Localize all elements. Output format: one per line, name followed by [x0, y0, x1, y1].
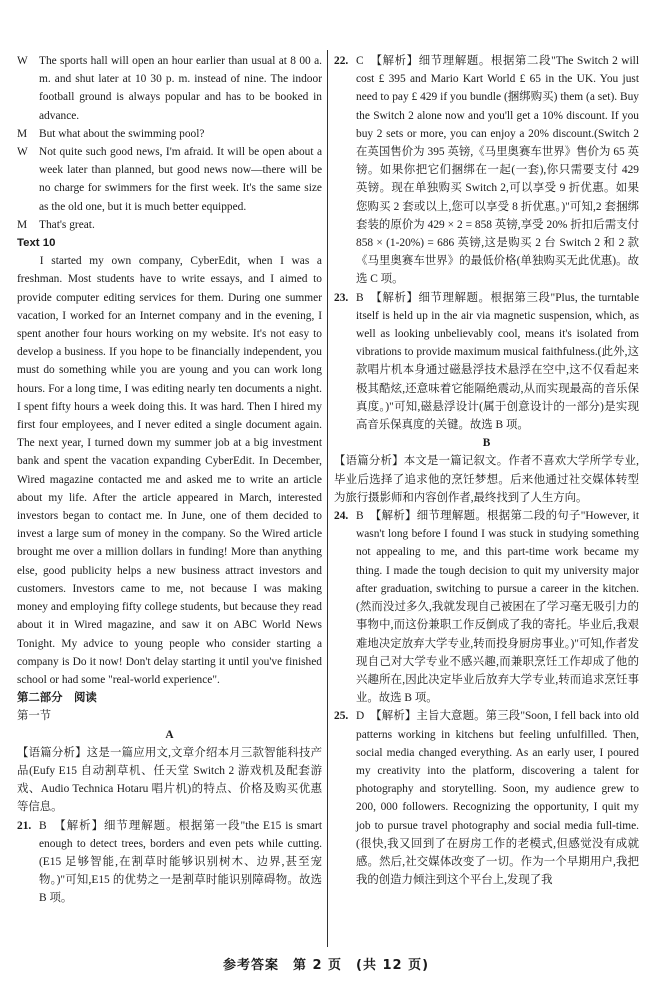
- question-22-answer: [334, 52, 639, 289]
- dialogue-text: The sports hall will open an hour earlier than usual at 8 00 a. m. and shut later at 10 30 p. m. instead of nine. The indoor football ground is always popular and has to be booked in advance.: [39, 55, 322, 122]
- text10-heading: Text 10: [17, 237, 56, 250]
- answer-text: B 【解析】细节理解题。根据第三段"Plus, the turntable itself is held up in the air via magnetic suspension, which, as well as looking unbelievably cool, means it's isolated from vibrations to provide maximum musical faithfulness.(此外,这款唱片机本身通过磁悬浮技术悬浮在空中,这不仅看起来极其酷炫,还意味着它能隔绝震动,从而实现最高的音乐保真度。)"可知,磁悬浮设计(属于创意设计的一部分)是实现高音乐保真度的关键。故选 B 项。: [356, 291, 639, 432]
- dialogue-text: That's great.: [39, 218, 95, 231]
- part2-heading: 第二部分 阅读: [17, 692, 97, 705]
- question-25-answer: [334, 707, 639, 889]
- text10-body: I started my own company, CyberEdit, when I was a freshman. Most students have to write essays, and I aimed to provide computer editing services for them. During one summer vacation, I worked for an Internet company and in the evening, I spent another four hours working on my website. It's not easy to develop a business. If you hope to be financially independent, you must do something while you are young and you can work long hours. For a long time, I was editing nearly ten documents a night. I spent fifty hours a week doing this. It was hard. Then I hired my first four employees, and I never edited a single document again. The next year, I turned down my summer job at a big investment bank and spent the vacation expanding CyberEdit. In December, Wired magazine contacted me and asked me to write an article about my life. After the article appeared in March, interested investors began to contact me. In June, one of them decided to invest a large sum of money in the company. So the Wired article brought me over a million dollars in funding! More than anything else, good publicity helps a new business attract investors and customers. Investors came to me, not because I was making money and employing fifty college students, but because they read about it in Wired magazine, and saw it on ABC World News Tonight. My advice to young people who consider starting a company is Do it now! Don't delay starting it until you've finished school or had some "real-world experience".: [17, 255, 322, 686]
- answer-text: B 【解析】细节理解题。根据第一段"the E15 is smart enough to detect trees, borders and even pets while cutting.(E15 足够智能,在割草时能够识别树木、边界,甚至宠物。)"可知,E15 的优势之一是割草时能识别障碍物。故选 B 项。: [39, 819, 322, 905]
- answer-text: D 【解析】主旨大意题。第三段"Soon, I fell back into old patterns working in kitchens but feeling unfulfilled. Then, social media changed everything. As an early user, I poured my creativity into the platform, discovering a talent for photography and storytelling. Soon, my audience grew to 200, 000 followers. Recognizing the opportunity, I quit my job to pursue travel photography and social media full-time.(很快,我又回到了在厨房工作的老模式,但感觉没有成就感。然后,社交媒体改变了一切。作为一个早期用户,我把我的创造力倾注到这个平台上,发现了我: [356, 710, 639, 887]
- speaker-label: M: [17, 127, 28, 140]
- speaker-label: M: [17, 218, 28, 231]
- passage-a-analysis: 【语篇分析】这是一篇应用文,文章介绍本月三款智能科技产品(Eufy E15 自动割草机、任天堂 Switch 2 游戏机及配套游戏、Audio Technica Hotaru 唱片机)的特点、价格及购买优惠等信息。: [17, 746, 322, 814]
- question-23-answer: [334, 289, 639, 435]
- question-number: 22.: [334, 55, 349, 67]
- column-divider: [327, 50, 328, 947]
- question-number: 24.: [334, 510, 349, 523]
- answer-text: C 【解析】细节理解题。根据第二段"The Switch 2 will cost £ 395 and Mario Kart World £ 65 in the UK. You just need to pay £ 429 if you bundle (捆绑购买) them (a set). Buy the Switch 2 alone now and you'll get a 10% discount. If you buy 2 sets or more, you can enjoy a 20% discount.(Switch 2 在英国售价为 395 英镑,《马里奥赛车世界》售价为 65 英镑。如果你把它们捆绑在一起(一套),你只需要支付 429 英镑。现在单独购买 Switch 2,可以享受 9 折优惠。如果您购买 2 套或以上,您可以享受 8 折优惠。)"可知,2 套捆绑套装的原价为 429 × 2 = 858 英镑,享受 20% 折扣后需支付 858 × (1-20%) = 686 英镑,这是购买 2 台 Switch 2 和 2 款《马里奥赛车世界》的最低价格(单独购买无此优惠)。故选 C 项。: [356, 55, 639, 286]
- speaker-label: W: [17, 146, 28, 159]
- left-column: [17, 52, 322, 908]
- question-number: 25.: [334, 710, 349, 723]
- question-24-answer: [334, 507, 639, 707]
- question-21-answer: [17, 817, 322, 908]
- dialogue-line: [17, 52, 322, 125]
- dialogue-text: But what about the swimming pool?: [39, 127, 205, 140]
- question-number: 21.: [17, 819, 32, 832]
- right-column: [334, 52, 639, 889]
- page-footer: 参考答案 第 2 页 (共 12 页): [222, 958, 430, 973]
- passage-a-letter: A: [165, 728, 174, 741]
- section1-heading: 第一节: [17, 710, 52, 723]
- passage-b-letter: B: [482, 437, 491, 450]
- dialogue-line: [17, 125, 322, 143]
- question-number: 23.: [334, 291, 349, 304]
- passage-b-analysis: 【语篇分析】本文是一篇记叙文。作者不喜欢大学所学专业,毕业后选择了追求他的烹饪梦想。后来他通过社交媒体转型为旅行摄影师和内容创作者,最终找到了人生方向。: [334, 455, 639, 504]
- dialogue-text: Not quite such good news, I'm afraid. It will be open about a week later than planned, but good news now—there will be no charge for swimmers for the first week. It's the same size as the old one, but it is much better equipped.: [39, 146, 322, 213]
- dialogue-line: [17, 143, 322, 216]
- dialogue-line: [17, 216, 322, 234]
- answer-text: B 【解析】细节理解题。根据第二段的句子"However, it wasn't long before I found I was stuck in studying something not appealing to me, and this part-time work became my thing. I made the tough decision to quit my university major after graduation, switching to pursue a career in the kitchen.(然而没过多久,我就发现自己被困在了学习毫无吸引力的事物中,而这份兼职工作反倒成了我的寄托。毕业后,我艰难地决定放弃大学专业,转而投身厨房事业。)"可知,作者发现自己对大学专业不感兴趣,而兼职烹饪工作却成了他的兴趣所在,因此决定毕业后放弃大学专业,转而追求烹饪事业。故选 B 项。: [356, 510, 639, 705]
- speaker-label: W: [17, 55, 28, 67]
